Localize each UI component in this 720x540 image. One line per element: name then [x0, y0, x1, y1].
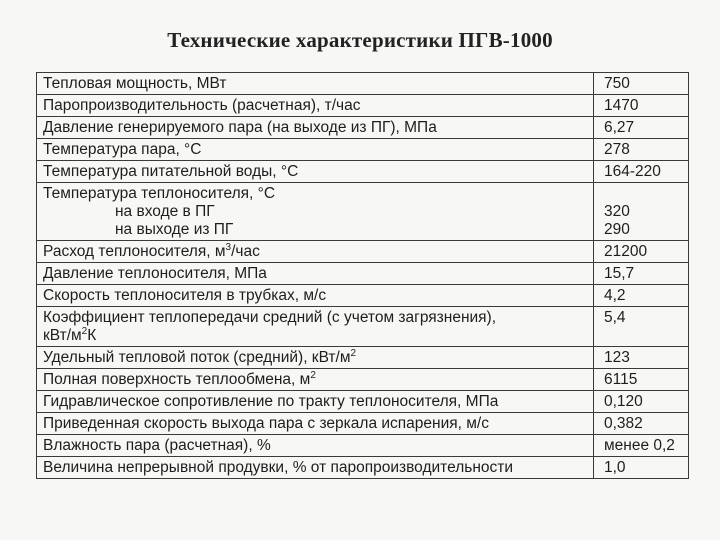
page-title: Технические характеристики ПГВ-1000 [167, 28, 553, 52]
value-cell: 164-220 [594, 161, 689, 183]
table-row [37, 457, 689, 479]
value-cell: 5,4 [594, 307, 689, 347]
table-row [37, 161, 689, 183]
parameter-label: Расход теплоносителя, м [43, 243, 226, 260]
table-row [37, 263, 689, 285]
parameter-sublabel-inlet: на входе в ПГ [115, 203, 215, 220]
value-cell: 750 [594, 73, 689, 95]
specifications-table [36, 72, 689, 479]
value-cell: 278 [594, 139, 689, 161]
table-row [37, 117, 689, 139]
value-cell: 0,382 [594, 413, 689, 435]
unit-superscript: 2 [350, 348, 357, 359]
parameter-cell: Приведенная скорость выхода пара с зеркала испарения, м/с [37, 413, 594, 435]
parameter-cell: Давление теплоносителя, МПа [37, 263, 594, 285]
parameter-cell: Гидравлическое сопротивление по тракту теплоносителя, МПа [37, 391, 594, 413]
parameter-label: Коэффициент теплопередачи средний (с учетом загрязнения), [43, 309, 497, 326]
parameter-cell: Температура пара, °С [37, 139, 594, 161]
table-row [37, 391, 689, 413]
unit-superscript: 2 [81, 326, 88, 337]
parameter-label: Удельный тепловой поток (средний), кВт/м [43, 349, 351, 366]
parameter-label-line2 [43, 327, 589, 345]
value-cell: 1,0 [594, 457, 689, 479]
table-row [37, 369, 689, 391]
table-row [37, 435, 689, 457]
value-cell [594, 183, 689, 241]
parameter-cell [37, 183, 594, 241]
value-cell: 21200 [594, 241, 689, 263]
parameter-cell: Тепловая мощность, МВт [37, 73, 594, 95]
table-row [37, 241, 689, 263]
parameter-label: Температура теплоносителя, °С [43, 185, 276, 202]
value-spacer [604, 185, 684, 203]
table-row [37, 285, 689, 307]
value-cell: 6115 [594, 369, 689, 391]
value-cell: 4,2 [594, 285, 689, 307]
value-cell: 123 [594, 347, 689, 369]
parameter-cell: Скорость теплоносителя в трубках, м/с [37, 285, 594, 307]
unit-tail: К [87, 327, 97, 344]
table-row [37, 73, 689, 95]
value-cell: 6,27 [594, 117, 689, 139]
parameter-cell [37, 307, 594, 347]
table-row [37, 139, 689, 161]
parameter-cell [37, 241, 594, 263]
table-row [37, 347, 689, 369]
unit-superscript: 3 [225, 242, 232, 253]
parameter-cell [37, 347, 594, 369]
parameter-cell: Величина непрерывной продувки, % от паропроизводительности [37, 457, 594, 479]
value-cell: 1470 [594, 95, 689, 117]
parameter-sublabel-outlet: на выходе из ПГ [115, 221, 234, 238]
table-row [37, 183, 689, 241]
table-row [37, 95, 689, 117]
parameter-cell: Паропроизводительность (расчетная), т/час [37, 95, 594, 117]
value-cell: 0,120 [594, 391, 689, 413]
unit-prefix: кВт/м [43, 327, 82, 344]
parameter-cell: Температура питательной воды, °С [37, 161, 594, 183]
parameter-cell [37, 369, 594, 391]
table-row [37, 413, 689, 435]
parameter-label: Полная поверхность теплообмена, м [43, 371, 311, 388]
unit-superscript: 2 [310, 370, 316, 381]
value-inlet: 320 [604, 203, 630, 220]
table-row [37, 307, 689, 347]
value-cell: 15,7 [594, 263, 689, 285]
value-cell: менее 0,2 [594, 435, 689, 457]
parameter-label-tail: /час [231, 243, 260, 260]
parameter-cell: Давление генерируемого пара (на выходе из ПГ), МПа [37, 117, 594, 139]
parameter-cell: Влажность пара (расчетная), % [37, 435, 594, 457]
value-outlet: 290 [604, 221, 630, 238]
